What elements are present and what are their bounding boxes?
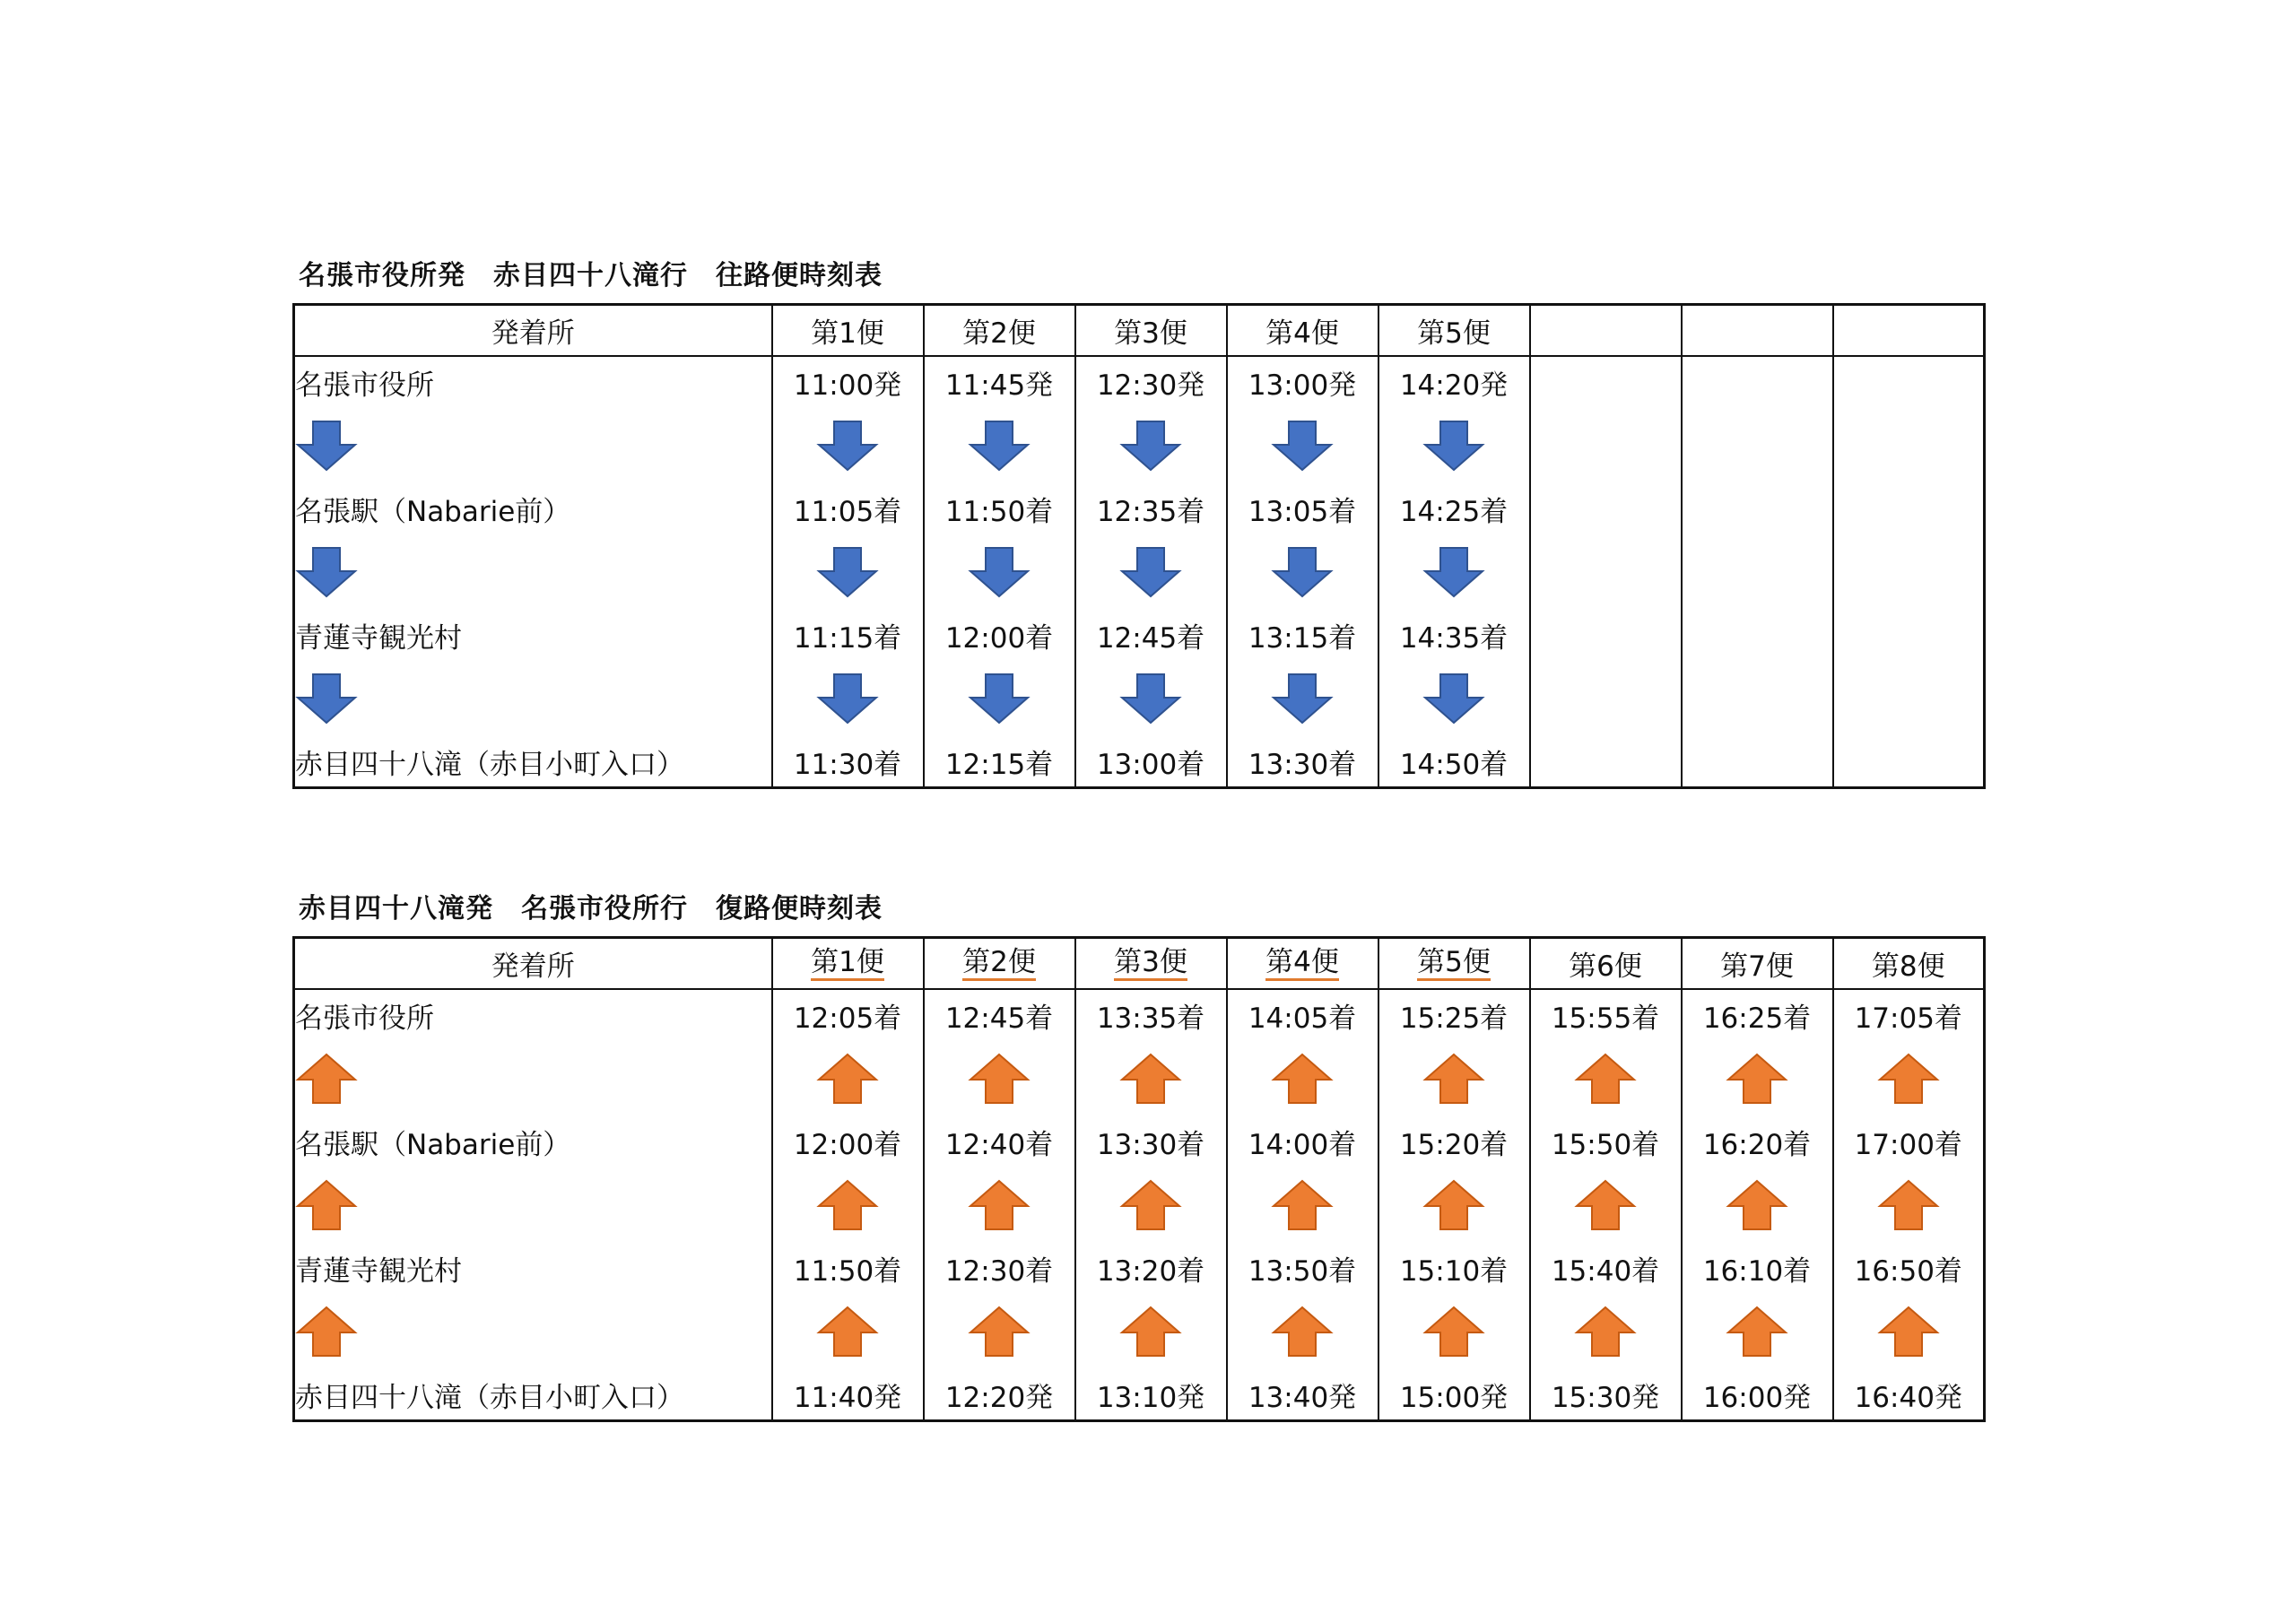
arrow-cell <box>924 1293 1075 1369</box>
arrow-cell <box>924 407 1075 483</box>
trip-header: 第3便 <box>1075 305 1227 357</box>
time-cell <box>1833 610 1985 660</box>
arrow-cell <box>1833 1293 1985 1369</box>
up-arrow-icon <box>1726 1061 1788 1093</box>
down-arrow-icon <box>816 554 879 586</box>
time-cell: 12:20発 <box>924 1369 1075 1421</box>
arrow-cell <box>772 407 924 483</box>
down-arrow-icon <box>1119 554 1182 586</box>
time-cell: 12:30発 <box>1075 356 1227 407</box>
arrow-cell <box>1682 1167 1833 1243</box>
arrow-cell <box>1530 1167 1682 1243</box>
up-arrow-icon <box>1271 1314 1334 1346</box>
time-cell: 13:00発 <box>1227 356 1378 407</box>
time-cell: 15:30発 <box>1530 1369 1682 1421</box>
time-cell: 16:10着 <box>1682 1243 1833 1293</box>
arrow-cell <box>1227 1167 1378 1243</box>
arrow-cell <box>1530 660 1682 736</box>
arrow-row <box>294 534 1985 610</box>
down-arrow-icon <box>816 681 879 713</box>
up-arrow-icon <box>1422 1187 1485 1219</box>
trip-header: 第5便 <box>1378 305 1530 357</box>
down-arrow-icon <box>295 428 358 460</box>
outbound-header-row <box>294 305 1985 357</box>
time-cell: 12:00着 <box>772 1116 924 1167</box>
down-arrow-icon <box>295 681 358 713</box>
time-cell: 13:15着 <box>1227 610 1378 660</box>
station-column-arrow-cell <box>294 534 772 610</box>
down-arrow-icon <box>1271 554 1334 586</box>
arrow-row <box>294 1040 1985 1116</box>
arrow-cell <box>1075 1293 1227 1369</box>
arrow-cell <box>924 1040 1075 1116</box>
time-cell: 13:20着 <box>1075 1243 1227 1293</box>
up-arrow-icon <box>1119 1314 1182 1346</box>
up-arrow-icon <box>1422 1314 1485 1346</box>
down-arrow-icon <box>1119 681 1182 713</box>
arrow-cell <box>1075 660 1227 736</box>
down-arrow-icon <box>968 428 1031 460</box>
arrow-row <box>294 660 1985 736</box>
up-arrow-icon <box>1574 1061 1637 1093</box>
time-cell: 15:25着 <box>1378 989 1530 1040</box>
up-arrow-icon <box>1877 1187 1940 1219</box>
station-column-arrow-cell <box>294 1293 772 1369</box>
arrow-cell <box>1378 1293 1530 1369</box>
up-arrow-icon <box>816 1187 879 1219</box>
stop-row <box>294 989 1985 1040</box>
trip-header <box>1833 305 1985 357</box>
time-cell: 16:00発 <box>1682 1369 1833 1421</box>
arrow-row <box>294 1293 1985 1369</box>
arrow-cell <box>1682 1040 1833 1116</box>
time-cell: 17:05着 <box>1833 989 1985 1040</box>
down-arrow-icon <box>1422 681 1485 713</box>
arrow-cell <box>1227 660 1378 736</box>
arrow-row <box>294 1167 1985 1243</box>
up-arrow-icon <box>295 1314 358 1346</box>
station-name: 青蓮寺観光村 <box>294 610 772 660</box>
up-arrow-icon <box>1877 1314 1940 1346</box>
stop-row <box>294 736 1985 788</box>
arrow-cell <box>772 534 924 610</box>
trip-header: 第2便 <box>924 938 1075 990</box>
arrow-cell <box>1833 1167 1985 1243</box>
station-column-arrow-cell <box>294 1040 772 1116</box>
return-header-row <box>294 938 1985 990</box>
stop-row <box>294 1369 1985 1421</box>
trip-header: 第2便 <box>924 305 1075 357</box>
time-cell <box>1833 736 1985 788</box>
up-arrow-icon <box>1119 1061 1182 1093</box>
time-cell <box>1833 483 1985 534</box>
time-cell: 13:05着 <box>1227 483 1378 534</box>
down-arrow-icon <box>968 681 1031 713</box>
up-arrow-icon <box>295 1061 358 1093</box>
station-name: 赤目四十八滝（赤目小町入口） <box>294 1369 772 1421</box>
arrow-cell <box>1227 534 1378 610</box>
time-cell: 14:20発 <box>1378 356 1530 407</box>
stop-row <box>294 610 1985 660</box>
arrow-cell <box>1378 1040 1530 1116</box>
arrow-cell <box>772 660 924 736</box>
up-arrow-icon <box>1726 1187 1788 1219</box>
arrow-cell <box>1075 407 1227 483</box>
arrow-cell <box>1378 660 1530 736</box>
arrow-cell <box>1833 660 1985 736</box>
time-cell: 13:00着 <box>1075 736 1227 788</box>
time-cell: 14:25着 <box>1378 483 1530 534</box>
time-cell: 12:45着 <box>1075 610 1227 660</box>
time-cell: 15:20着 <box>1378 1116 1530 1167</box>
station-name: 名張市役所 <box>294 356 772 407</box>
time-cell <box>1833 356 1985 407</box>
time-cell: 12:30着 <box>924 1243 1075 1293</box>
arrow-cell <box>924 660 1075 736</box>
down-arrow-icon <box>1271 681 1334 713</box>
station-name: 赤目四十八滝（赤目小町入口） <box>294 736 772 788</box>
stop-row <box>294 356 1985 407</box>
down-arrow-icon <box>816 428 879 460</box>
time-cell: 13:10発 <box>1075 1369 1227 1421</box>
time-cell: 11:50着 <box>924 483 1075 534</box>
up-arrow-icon <box>1877 1061 1940 1093</box>
arrow-row <box>294 407 1985 483</box>
arrow-cell <box>1833 407 1985 483</box>
arrow-cell <box>1530 1040 1682 1116</box>
time-cell <box>1682 610 1833 660</box>
time-cell: 14:05着 <box>1227 989 1378 1040</box>
time-cell <box>1530 736 1682 788</box>
trip-header: 第6便 <box>1530 938 1682 990</box>
up-arrow-icon <box>968 1061 1031 1093</box>
arrow-cell <box>924 534 1075 610</box>
arrow-cell <box>1378 407 1530 483</box>
trip-header: 第5便 <box>1378 938 1530 990</box>
time-cell: 17:00着 <box>1833 1116 1985 1167</box>
outbound-timetable <box>292 303 1986 789</box>
time-cell <box>1682 483 1833 534</box>
arrow-cell <box>1075 534 1227 610</box>
time-cell: 15:40着 <box>1530 1243 1682 1293</box>
time-cell <box>1530 610 1682 660</box>
down-arrow-icon <box>1119 428 1182 460</box>
time-cell: 14:35着 <box>1378 610 1530 660</box>
arrow-cell <box>1530 1293 1682 1369</box>
time-cell: 12:40着 <box>924 1116 1075 1167</box>
time-cell: 13:40発 <box>1227 1369 1378 1421</box>
time-cell: 14:00着 <box>1227 1116 1378 1167</box>
trip-header <box>1682 305 1833 357</box>
arrow-cell <box>1682 534 1833 610</box>
time-cell: 16:50着 <box>1833 1243 1985 1293</box>
station-name: 名張駅（Nabarie前） <box>294 483 772 534</box>
station-column-header: 発着所 <box>294 938 772 990</box>
arrow-cell <box>1227 1040 1378 1116</box>
time-cell <box>1682 736 1833 788</box>
arrow-cell <box>924 1167 1075 1243</box>
time-cell: 16:25着 <box>1682 989 1833 1040</box>
time-cell: 13:50着 <box>1227 1243 1378 1293</box>
time-cell <box>1530 356 1682 407</box>
up-arrow-icon <box>816 1314 879 1346</box>
down-arrow-icon <box>1271 428 1334 460</box>
up-arrow-icon <box>1574 1187 1637 1219</box>
time-cell: 12:05着 <box>772 989 924 1040</box>
stop-row <box>294 1116 1985 1167</box>
time-cell: 13:30着 <box>1227 736 1378 788</box>
time-cell <box>1530 483 1682 534</box>
arrow-cell <box>772 1040 924 1116</box>
arrow-cell <box>772 1293 924 1369</box>
trip-header: 第7便 <box>1682 938 1833 990</box>
time-cell: 15:10着 <box>1378 1243 1530 1293</box>
time-cell: 12:35着 <box>1075 483 1227 534</box>
up-arrow-icon <box>1726 1314 1788 1346</box>
time-cell <box>1682 356 1833 407</box>
trip-header: 第3便 <box>1075 938 1227 990</box>
stop-row <box>294 483 1985 534</box>
time-cell: 11:05着 <box>772 483 924 534</box>
time-cell: 13:35着 <box>1075 989 1227 1040</box>
time-cell: 11:50着 <box>772 1243 924 1293</box>
outbound-title: 名張市役所発 赤目四十八滝行 往路便時刻表 <box>299 260 883 291</box>
arrow-cell <box>1378 534 1530 610</box>
up-arrow-icon <box>1574 1314 1637 1346</box>
arrow-cell <box>1227 407 1378 483</box>
time-cell: 12:15着 <box>924 736 1075 788</box>
arrow-cell <box>1530 407 1682 483</box>
time-cell: 12:00着 <box>924 610 1075 660</box>
time-cell: 11:30着 <box>772 736 924 788</box>
up-arrow-icon <box>1271 1187 1334 1219</box>
down-arrow-icon <box>1422 428 1485 460</box>
time-cell: 13:30着 <box>1075 1116 1227 1167</box>
time-cell: 11:40発 <box>772 1369 924 1421</box>
down-arrow-icon <box>968 554 1031 586</box>
station-name: 青蓮寺観光村 <box>294 1243 772 1293</box>
time-cell: 11:45発 <box>924 356 1075 407</box>
return-timetable <box>292 936 1986 1422</box>
station-column-arrow-cell <box>294 660 772 736</box>
arrow-cell <box>1682 660 1833 736</box>
return-title: 赤目四十八滝発 名張市役所行 復路便時刻表 <box>299 893 883 924</box>
time-cell: 15:55着 <box>1530 989 1682 1040</box>
station-name: 名張駅（Nabarie前） <box>294 1116 772 1167</box>
up-arrow-icon <box>968 1314 1031 1346</box>
up-arrow-icon <box>1422 1061 1485 1093</box>
trip-header <box>1530 305 1682 357</box>
station-column-arrow-cell <box>294 407 772 483</box>
arrow-cell <box>1227 1293 1378 1369</box>
time-cell: 11:00発 <box>772 356 924 407</box>
time-cell: 16:40発 <box>1833 1369 1985 1421</box>
stop-row <box>294 1243 1985 1293</box>
arrow-cell <box>1530 534 1682 610</box>
up-arrow-icon <box>968 1187 1031 1219</box>
time-cell: 11:15着 <box>772 610 924 660</box>
trip-header: 第4便 <box>1227 938 1378 990</box>
up-arrow-icon <box>295 1187 358 1219</box>
up-arrow-icon <box>1271 1061 1334 1093</box>
up-arrow-icon <box>816 1061 879 1093</box>
trip-header: 第1便 <box>772 938 924 990</box>
time-cell: 16:20着 <box>1682 1116 1833 1167</box>
trip-header: 第1便 <box>772 305 924 357</box>
trip-header: 第8便 <box>1833 938 1985 990</box>
arrow-cell <box>1682 407 1833 483</box>
down-arrow-icon <box>1422 554 1485 586</box>
arrow-cell <box>1682 1293 1833 1369</box>
arrow-cell <box>772 1167 924 1243</box>
time-cell: 15:00発 <box>1378 1369 1530 1421</box>
arrow-cell <box>1378 1167 1530 1243</box>
time-cell: 14:50着 <box>1378 736 1530 788</box>
time-cell: 15:50着 <box>1530 1116 1682 1167</box>
down-arrow-icon <box>295 554 358 586</box>
arrow-cell <box>1833 534 1985 610</box>
arrow-cell <box>1833 1040 1985 1116</box>
station-column-header: 発着所 <box>294 305 772 357</box>
time-cell: 12:45着 <box>924 989 1075 1040</box>
arrow-cell <box>1075 1040 1227 1116</box>
up-arrow-icon <box>1119 1187 1182 1219</box>
arrow-cell <box>1075 1167 1227 1243</box>
trip-header: 第4便 <box>1227 305 1378 357</box>
station-name: 名張市役所 <box>294 989 772 1040</box>
station-column-arrow-cell <box>294 1167 772 1243</box>
